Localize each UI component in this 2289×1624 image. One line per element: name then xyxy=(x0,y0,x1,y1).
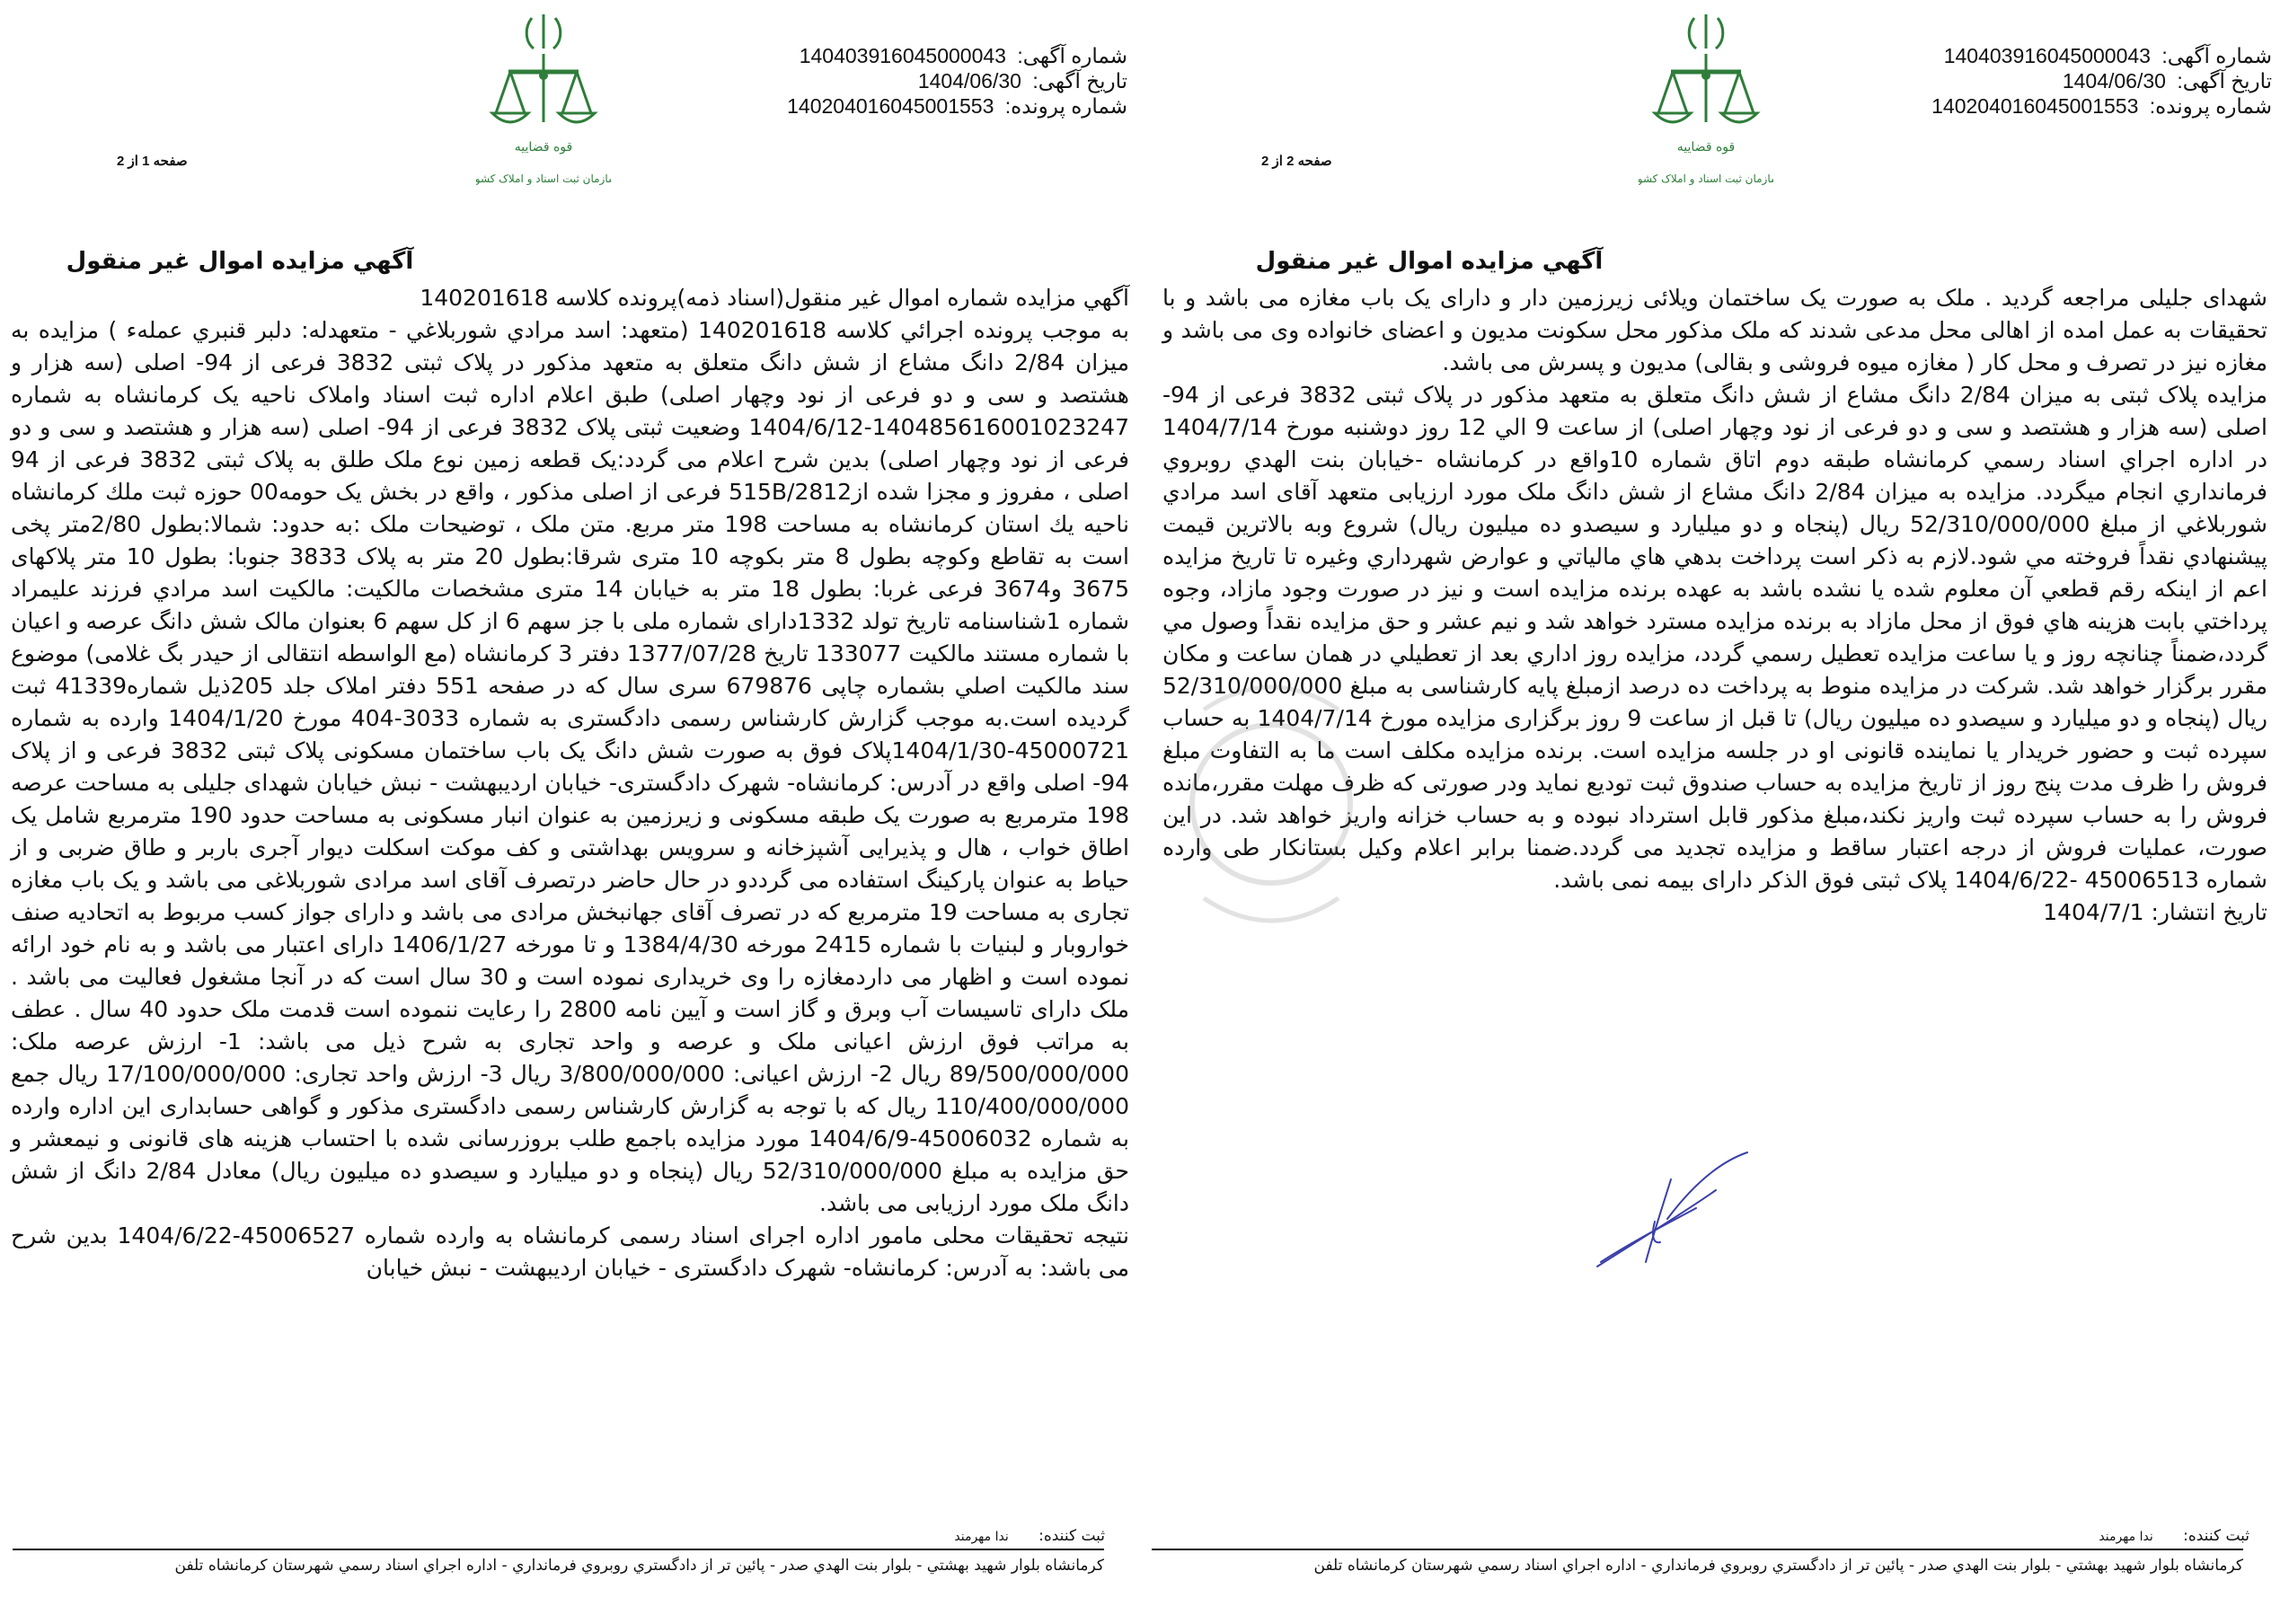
emblem-caption-judiciary: قوه قضاییه xyxy=(1676,140,1736,154)
page-number: صفحه 2 از 2 xyxy=(1261,154,1332,169)
body-paragraph: نتیجه تحقیقات محلی مامور اداره اجرای اسناد رسمی کرمانشاه به وارده شماره 45006527-1404/6/22 بدین شرح می باشد: به آدرس: کرمانشاه- شهرک دادگستری - خیابان اردیبهشت - نبش خیابان xyxy=(11,1222,1130,1281)
notice-date-label: تاریخ آگهی: xyxy=(2177,69,2272,93)
notice-number: 140403916045000043 xyxy=(1943,44,2151,67)
notice-body xyxy=(1162,282,2267,929)
page-number: صفحه 1 از 2 xyxy=(117,154,188,169)
judiciary-emblem-logo xyxy=(1639,7,1773,196)
scales-of-justice-icon xyxy=(476,7,611,196)
notice-title: آگهي مزايده اموال غير منقول xyxy=(66,248,414,275)
registrar-label: ثبت كننده: xyxy=(1038,1527,1105,1545)
notice-date: 1404/06/30 xyxy=(2062,69,2166,93)
file-number: 140204016045001553 xyxy=(787,94,994,118)
file-number-label: شماره پرونده: xyxy=(2149,94,2272,118)
notice-number: 140403916045000043 xyxy=(799,44,1006,67)
file-number: 140204016045001553 xyxy=(1931,94,2139,118)
body-paragraph: شهدای جلیلی مراجعه گردید . ملک به صورت یک ساختمان ویلائی زیرزمین دار و دارای یک باب مغازه می باشد و با تحقیقات به عمل امده از اهالی محل مدعی شدند که ملک مذکور محل سکونت مدیون و اعضای خانواده وی می باشد و مغازه نیز در تصرف و محل کار ( مغازه میوه فروشی و بقالی) مدیون و پسرش می باشد. xyxy=(1162,285,2267,375)
publish-date: 1404/7/1 xyxy=(2043,899,2144,925)
body-paragraph: به موجب پرونده اجرائي كلاسه 140201618 (متعهد: اسد مرادي شوربلاغي - متعهدله: دلبر قنبري عمله‌ء ) مزايده به ميزان 2/84 دانگ مشاع از شش دانگ متعلق به متعهد مذكور در پلاک ثبتی 3832 فرعی از 94- اصلی (سه هزار و هشتصد و سی و دو فرعی از نود وچهار اصلی) طبق اعلام اداره ثبت اسناد واملاک ناحیه یک کرمانشاه به شماره 14048561600102324​7-1404/6/12 وضعیت ثبتی پلاک 3832 فرعی از 94- اصلی (سه هزار و هشتصد و سی و دو فرعی از نود وچهار اصلی) بدین شرح اعلام می گردد:یک قطعه زمین نوع ملک طلق به پلاک ثبتی 3832 فرعی از 94 اصلی ، مفروز و مجزا شده از515B/2812 فرعی از اصلی مذکور ، واقع در بخش یک حومه00 حوزه ثبت ملك كرمانشاه ناحيه يك استان کرمانشاه به مساحت 198 متر مربع. متن ملک ، توضیحات ملک :به حدود: شمالا:بطول 2/80متر پخی است به تقاطع وکوچه بطول 8 متر بکوچه 10 متری شرقا:بطول 20 متر به پلاک 3833 جنوبا: بطول 10 متر پلاکهای 3675 و3674 فرعی غربا: بطول 18 متر به خیابان 14 متری مشخصات مالکیت: مالکیت اسد مرادي فرزند علیمراد شماره 1شناسنامه تاریخ تولد 1332دارای شماره ملی با جز سهم 6 از کل سهم 6 بعنوان مالک شش دانگ عرصه و اعیان با شماره مستند مالکیت 133077 تاریخ 1377/07/28 دفتر 3 کرمانشاه (مع الواسطه انتقالی از حیدر بگ غلامی) موضوع سند مالكيت اصلي بشماره چاپی 679876 سری سال که در صفحه 551 دفتر املاک جلد 205ذیل شماره41339 ثبت گردیده است.به موجب گزارش کارشناس رسمی دادگستری به شماره 3033-404 مورخ 1404/1/20 وارده به شماره 45000721-1404/1/30پلاک فوق به صورت شش دانگ یک باب ساختمان مسکونی پلاک ثبتی 3832 فرعی و از پلاک 94- اصلی واقع در آدرس: کرمانشاه- شهرک دادگستری- خیابان اردیبهشت - نبش خیابان شهدای جلیلی به مساحت عرصه 198 مترمربع به صورت یک طبقه مسکونی و زیرزمین به عنوان انبار مسکونی به مساحت حدود 190 مترمربع شامل یک اطاق خواب ، هال و پذیرایی آشپزخانه و سرویس بهداشتی و کف موکت اسکلت دیوار آجری باربر و طاق ضربی و از حیاط به عنوان پارکینگ استفاده می گرددو در حال حاضر درتصرف آقای اسد مرادی شوربلاغی می باشد و یک باب مغازه تجاری به مساحت 19 مترمربع که در تصرف آقای جهانبخش مرادی می باشد و دارای جواز کسب مربوط به اتحادیه صنف خواروبار و لبنیات با شماره 2415 مورخه 1384/4/30 و تا مورخه 1406/1/27 دارای اعتبار می باشد و به نام خود ارائه نموده است و اظهار می داردمغازه را وی خریداری نموده است و 30 سال است که در آنجا مشغول فعالیت می باشد . ملک دارای تاسیسات آب وبرق و گاز است و آیین نامه 2800 را رعایت ننموده است قدمت ملک حدود 40 سال . عطف به مراتب فوق ارزش اعیانی ملک و عرصه و واحد تجاری به شرح ذیل می باشد: 1- ارزش عرصه ملک: 89/500/000/000 ریال 2- ارزش اعیانی: 3/800/000/000 ریال 3- ارزش واحد تجاری: 17/100/000/000 ریال جمع 110/400/000/000 ریال که با توجه به گزارش کارشناس رسمی دادگستری مذکور و گواهی حسابداری این اداره وارده به شماره 45006032-1404/6/9 مورد مزایده باجمع طلب بروزرسانی شده با احتساب هزینه های قانونی و نیمعشر و حق مزایده به مبلغ 52/310/000/000 ریال (پنجاه و دو میلیارد و سیصدو ده میلیون ریال) معادل 2/84 دانگ از شش دانگ ملک مورد ارزیابی می باشد. xyxy=(11,317,1130,1216)
body-paragraph: آگهي مزايده شماره اموال غير منقول(اسناد ذمه)پرونده كلاسه 140201618 xyxy=(420,285,1129,311)
notice-number-label: شماره آگهی: xyxy=(2161,44,2272,67)
registrar-label: ثبت كننده: xyxy=(2183,1527,2249,1545)
footer-divider xyxy=(13,1549,1104,1550)
footer-address: كرمانشاه بلوار شهيد بهشتي - بلوار بنت الهدي صدر - پائين تر از دادگستري روبروي فرمانداري - اداره اجراي اسناد رسمي شهرستان كرمانشاه تلفن xyxy=(1313,1557,2243,1575)
publish-date-label: تاریخ انتشار: xyxy=(2151,899,2267,925)
footer-divider xyxy=(1152,1549,2243,1550)
emblem-caption-registration-org: سازمان ثبت اسناد و املاک کشور xyxy=(476,172,611,185)
emblem-caption-registration-org: سازمان ثبت اسناد و املاک کشور xyxy=(1639,172,1773,185)
footer-address: كرمانشاه بلوار شهيد بهشتي - بلوار بنت الهدي صدر - پائين تر از دادگستري روبروي فرمانداري - اداره اجراي اسناد رسمي شهرستان كرمانشاه تلفن xyxy=(174,1557,1104,1575)
notice-body xyxy=(11,282,1129,1284)
notice-page-1 xyxy=(0,0,1144,1624)
notice-date: 1404/06/30 xyxy=(917,69,1021,93)
registrar-line xyxy=(737,1527,1105,1545)
registrar-line xyxy=(1881,1527,2249,1545)
body-paragraph: مزايده پلاک ثبتی به ميزان 2/84 دانگ مشاع از شش دانگ متعلق به متعهد مذكور در پلاک ثبتی 3832 فرعی از 94- اصلی (سه هزار و هشتصد و سی و دو فرعی از نود وچهار اصلی) از ساعت 9 الي 12 روز دوشنبه مورخ 1404/7/14 در اداره اجراي اسناد رسمي كرمانشاه طبقه دوم اتاق شماره 10واقع در كرمانشاه -خيابان بنت الهدي روبروي فرمانداري انجام ميگردد. مزايده به ميزان 2/84 دانگ مشاع از شش دانگ ملک مورد ارزیابی متعهد آقای اسد مرادي شوربلاغي از مبلغ 52/310/000/000 ريال (پنجاه و دو ميليارد و سيصدو ده ميليون ريال) شروع وبه بالاترين قيمت پيشنهادي نقداً فروخته مي شود.لازم به ذكر است پرداخت بدهي هاي مالياتي و عوارض شهرداري وغيره تا تاريخ مزايده اعم از اينكه رقم قطعي آن معلوم شده يا نشده باشد به عهده برنده مزايده است و نيز در صورت وجود مازاد، وجوه پرداختي بابت هزينه هاي فوق از محل مازاد به برنده مزايده مسترد خواهد شد و نيم عشر و حق مزايده نقداً وصول مي گردد،ضمناً چنانچه روز و يا ساعت مزايده تعطيل رسمي گردد، مزايده روز اداري بعد از تعطيلي در همان ساعت و مكان مقرر برگزار خواهد شد. شرکت در مزایده منوط به پرداخت ده درصد ازمبلغ پایه کارشناسی به مبلغ 52/310/000/000 ریال (پنجاه و دو میلیارد و سیصدو ده میلیون ریال) تا قبل از ساعت 9 روز برگزاری مزایده مورخ 1404/7/14 به حساب سپرده ثبت و حضور خریدار یا نماینده قانونی او در جلسه مزایده است. برنده مزایده مکلف است ما به التفاوت مبلغ فروش را ظرف مدت پنج روز از تاریخ مزایده به حساب صندوق ثبت تودیع نماید ودر صورتی که ظرف مهلت مقرر،مانده فروش را به حساب سپرده ثبت واریز نکند،مبلغ مذکور قابل استرداد نبوده و به حساب خزانه واریز خواهد شد. در این صورت، عملیات فروش از درجه اعتبار ساقط و مزایده تجدید می گردد.ضمنا برابر اعلام وکیل بستانکار طی وارده شماره 45006513 -1404/6/22 پلاک ثبتی فوق الذکر دارای بیمه نمی باشد. xyxy=(1162,382,2268,893)
notice-meta xyxy=(1877,43,2272,119)
notice-number-label: شماره آگهی: xyxy=(1017,44,1127,67)
file-number-label: شماره پرونده: xyxy=(1004,94,1127,118)
notice-page-2 xyxy=(1144,0,2289,1624)
judiciary-emblem-logo xyxy=(476,7,611,196)
notice-meta xyxy=(732,43,1127,119)
registrar-name: ندا مهرمند xyxy=(2099,1530,2153,1544)
notice-date-label: تاریخ آگهی: xyxy=(1032,69,1127,93)
notice-title: آگهي مزايده اموال غير منقول xyxy=(1255,248,1604,275)
registrar-name: ندا مهرمند xyxy=(954,1530,1009,1544)
signature-mark xyxy=(1581,1136,1761,1289)
scales-of-justice-icon xyxy=(1639,7,1773,196)
emblem-caption-judiciary: قوه قضاییه xyxy=(514,140,573,154)
publish-date-line xyxy=(1162,896,2267,929)
